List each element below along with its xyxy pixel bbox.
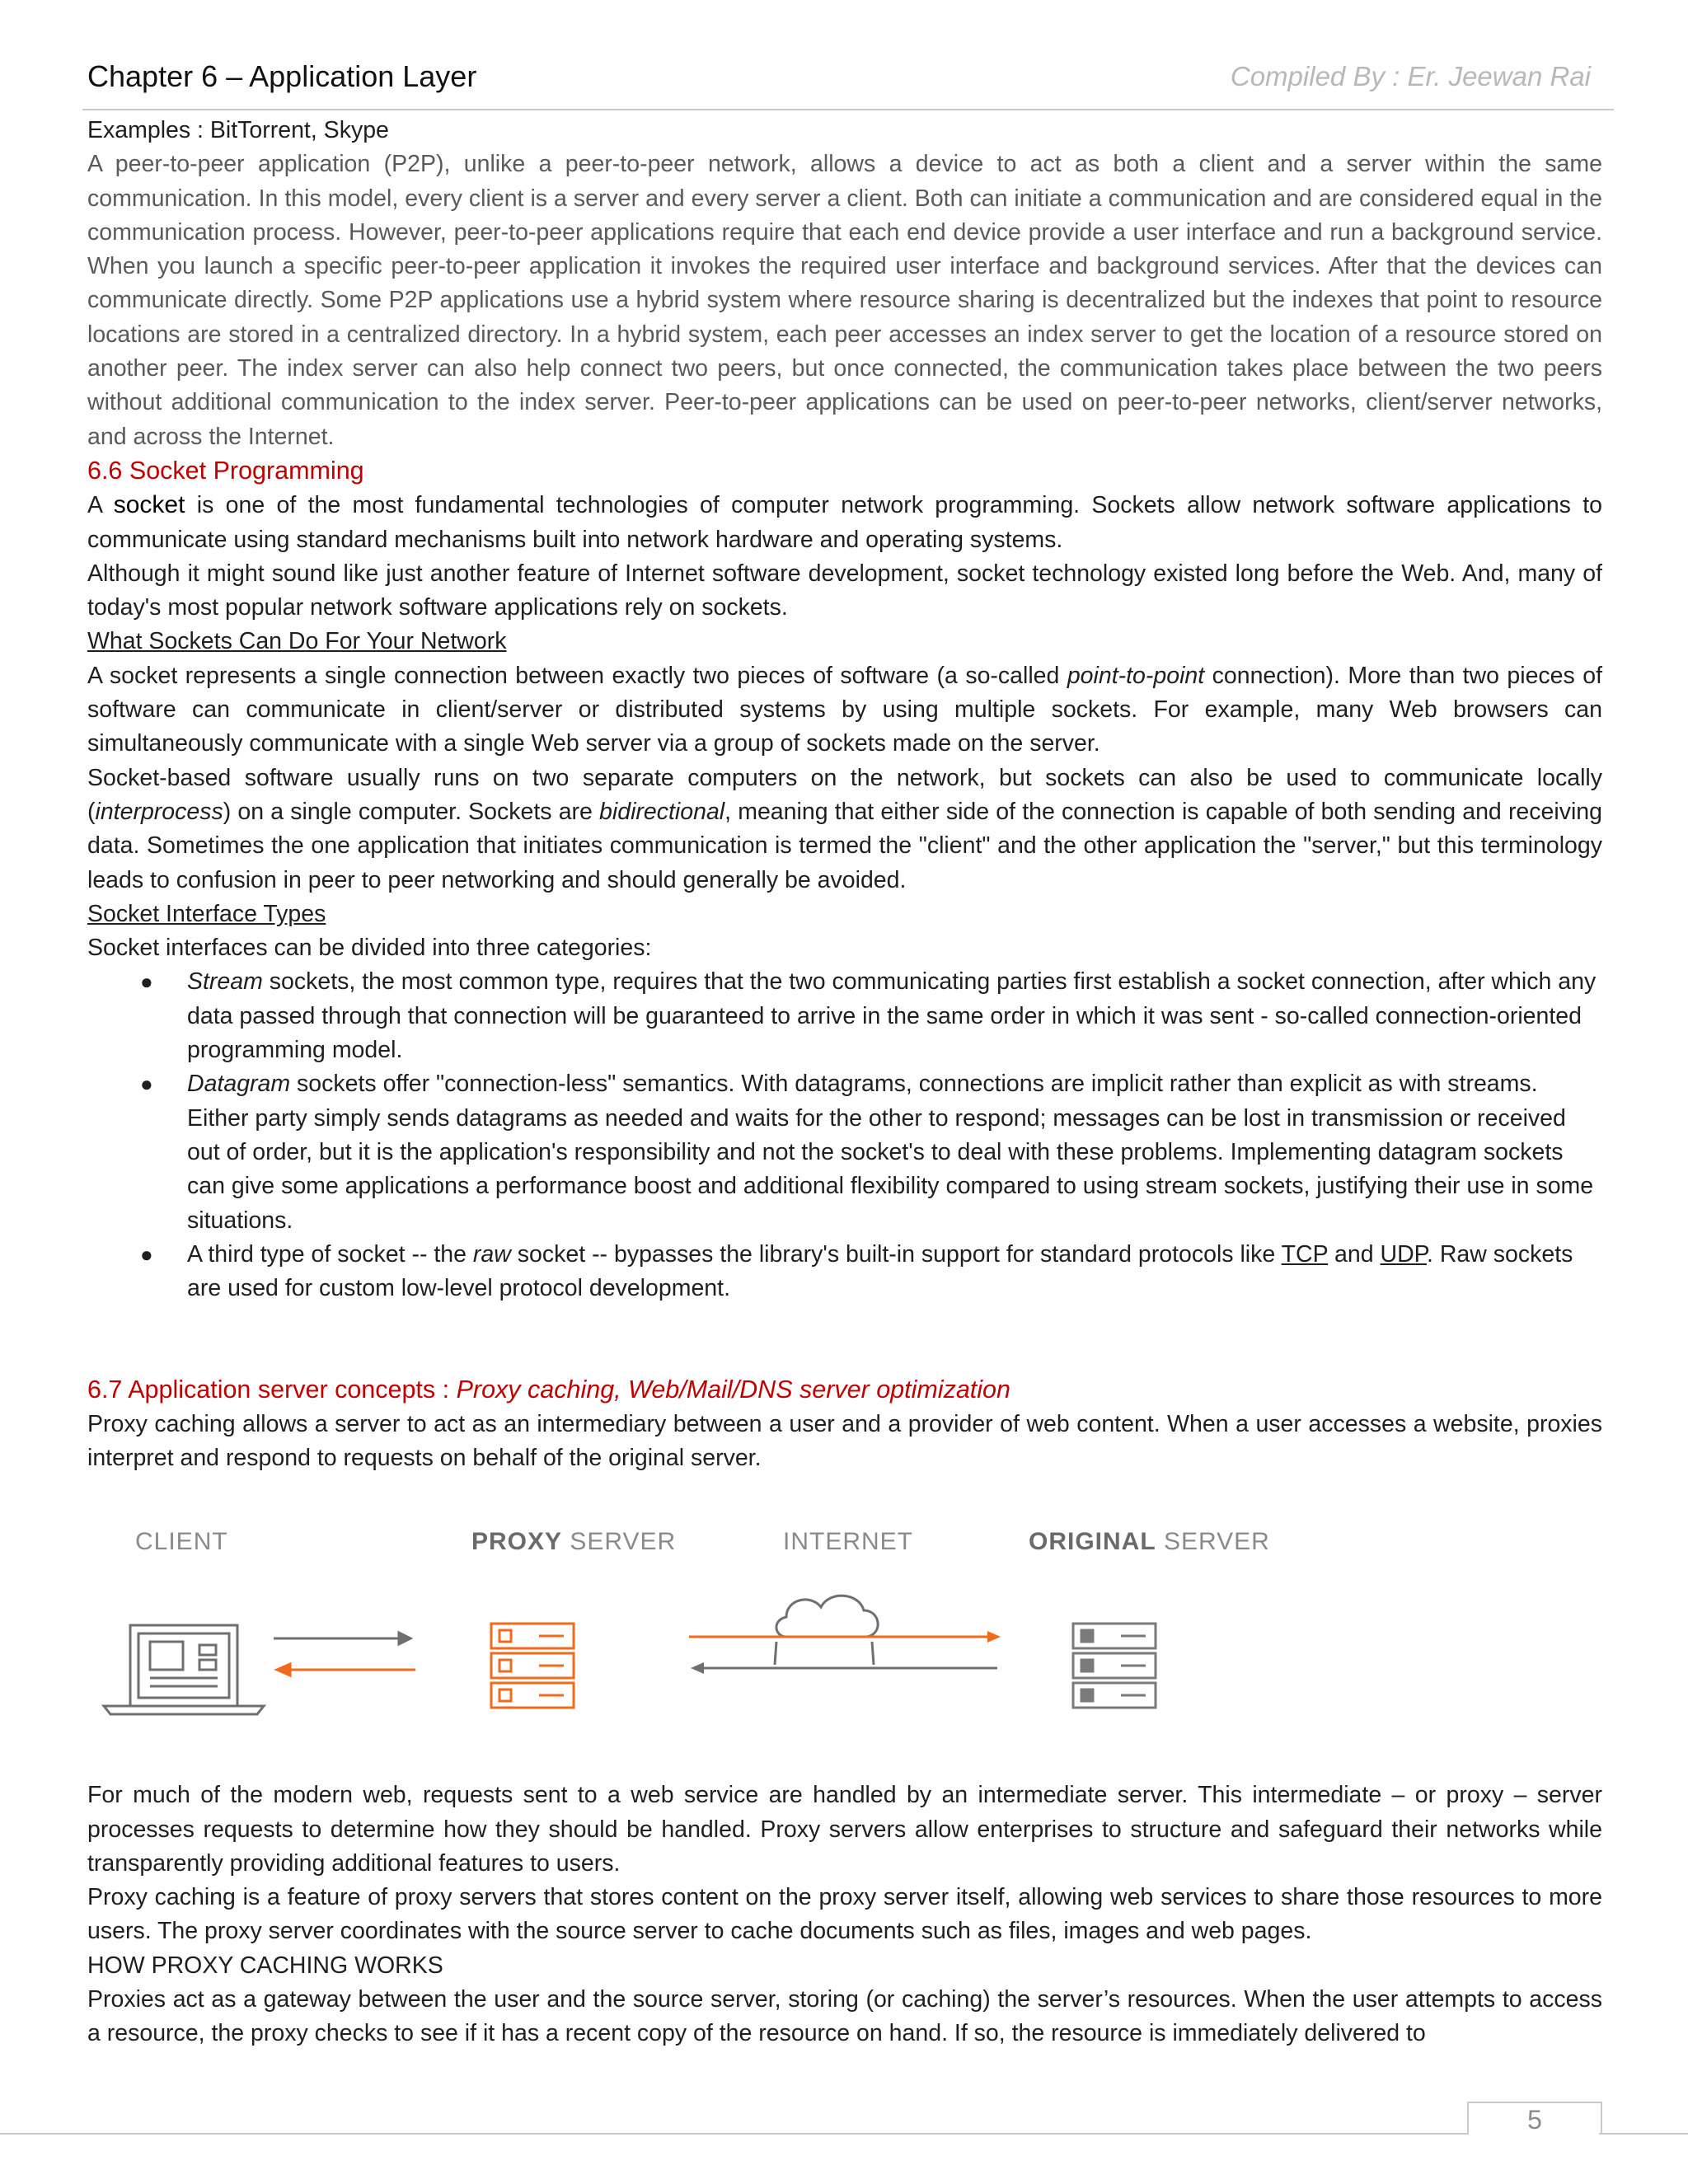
diagram-label-origin: ORIGINAL SERVER — [1029, 1528, 1270, 1556]
laptop-icon — [104, 1625, 264, 1714]
socket-types-list — [87, 965, 1602, 1305]
bullet-icon: ● — [140, 969, 153, 995]
bullet-icon: ● — [140, 1071, 153, 1097]
section-6-7-heading: 6.7 Application server concepts : Proxy caching, Web/Mail/DNS server optimization — [87, 1376, 1010, 1404]
proxy-gateway-paragraph: Proxies act as a gateway between the user and the source server, storing (or caching) the server’s resources. When the user attempts to access a resource, the proxy checks to see if it has a recent copy of the resource on hand. If so, the resource is immediately delivered to — [87, 1986, 1602, 2047]
subheading-what-sockets-do: What Sockets Can Do For Your Network — [87, 628, 507, 655]
point-to-point-paragraph: A socket represents a single connection between exactly two pieces of software (a so-called point-to-point connection). More than two pieces of software can communicate in client/server or distributed systems by using multiple sockets. For example, many Web browsers can simultaneously communicate with a single Web server via a group of sockets made on the server. — [87, 662, 1602, 757]
proxy-caching-feature-paragraph: Proxy caching is a feature of proxy servers that stores content on the proxy server itself, allowing web services to share those resources to more users. The proxy server coordinates with the source server to cache documents such as files, images and web pages. — [87, 1884, 1602, 1945]
client-proxy-arrows — [274, 1633, 415, 1675]
socket-term: socket — [113, 491, 185, 519]
diagram-label-proxy: PROXY SERVER — [471, 1528, 677, 1556]
bullet-icon: ● — [140, 1241, 153, 1267]
header-divider — [82, 109, 1614, 110]
socket-categories-intro: Socket interfaces can be divided into three categories: — [87, 935, 652, 962]
socket-definition-paragraph: A socket is one of the most fundamental technologies of computer network programming. Sockets allow network software applications to communicate using standard mechanisms built into network hardware and operating systems. — [87, 491, 1603, 553]
socket-history-paragraph: Although it might sound like just another feature of Internet software development, socket technology existed long before the Web. And, many of today's most popular network software applications rely on sockets. — [87, 560, 1602, 621]
author-credit: Compiled By : Er. Jeewan Rai — [1230, 61, 1591, 91]
p2p-paragraph: A peer-to-peer application (P2P), unlike a peer-to-peer network, allows a device to act as both a client and a server within the same communication. In this model, every client is a server and every server a client. Both can initiate a communication and are considered equal in the communication process. However, peer-to-peer applications require that each end device provide a user interface and run a background service. When you launch a specific peer-to-peer application it invokes the required user interface and background services. After that the devices can communicate directly. Some P2P applications use a hybrid system where resource sharing is decentralized but the indexes that point to resource locations are stored in a centralized directory. In a hybrid system, each peer accesses an index server to get the location of a resource stored on another peer. The index server can also help connect two peers, but once connected, the communication takes place between the two peers without additional communication to the index server. Peer-to-peer applications can be used on peer-to-peer networks, client/server networks, and across the Internet. — [87, 151, 1602, 450]
original-server-icon — [1073, 1624, 1156, 1708]
tcp-link[interactable]: TCP — [1281, 1240, 1329, 1268]
socket-based-software-paragraph: Socket-based software usually runs on two separate computers on the network, but sockets can also be used to communicate locally (interprocess) on a single computer. Sockets are bidirectional, meaning that either side of the connection is capable of both sending and receiving data. Sometimes the one application that initiates communication is termed the "client" and the other application the "server," but this terminology leads to confusion in peer to peer networking and should generally be avoided. — [87, 764, 1602, 893]
list-item-raw-sockets: ● A third type of socket -- the raw socket -- bypasses the library's built-in support for standard protocols like TCP and UDP. Raw sockets are used for custom low-level protocol development. — [87, 1238, 1602, 1306]
proxy-caching-intro: Proxy caching allows a server to act as an intermediary between a user and a provider of web content. When a user accesses a website, proxies interpret and respond to requests on behalf of the original server. — [87, 1410, 1602, 1471]
page-body — [87, 114, 1602, 2051]
intermediate-server-paragraph: For much of the modern web, requests sent to a web service are handled by an intermediate server. This intermediate – or proxy – server processes requests to determine how they should be handled. Proxy servers allow enterprises to structure and safeguard their networks while transparently providing additional features to users. — [87, 1782, 1602, 1877]
footer-divider — [0, 2133, 1467, 2135]
chapter-title: Chapter 6 – Application Layer — [87, 59, 477, 93]
proxy-server-icon — [491, 1624, 574, 1708]
list-item-datagram-sockets: ● Datagram sockets offer "connection-less" semantics. With datagrams, connections are implicit rather than explicit as with streams. Either party simply sends datagrams as needed and waits for the other to respond; messages can be lost in transmission or received out of order, but it is the application's responsibility and not the socket's to deal with these problems. Implementing datagram sockets can give some applications a performance boost and additional flexibility compared to using stream sockets, justifying their use in some situations. — [87, 1067, 1602, 1237]
internet-cloud-icon — [776, 1596, 878, 1637]
footer-divider-right — [1599, 2133, 1688, 2135]
proxy-internet-arrows — [689, 1631, 1001, 1674]
subheading-how-proxy-caching-works: HOW PROXY CACHING WORKS — [87, 1952, 443, 1979]
page-number: 5 — [1527, 2105, 1542, 2135]
diagram-label-internet: INTERNET — [783, 1528, 913, 1556]
subheading-socket-interface-types: Socket Interface Types — [87, 900, 326, 927]
list-item-stream-sockets: ● Stream sockets, the most common type, requires that the two communicating parties first establish a socket connection, after which any data passed through that connection will be guaranteed to arrive in the same order in which it was sent - so-called connection-oriented programming model. — [87, 965, 1602, 1067]
diagram-label-client: CLIENT — [135, 1528, 228, 1556]
section-6-6-heading: 6.6 Socket Programming — [87, 456, 364, 485]
examples-line: Examples : BitTorrent, Skype — [87, 117, 389, 143]
proxy-diagram-graphics — [87, 1508, 1602, 1744]
udp-link[interactable]: UDP — [1380, 1240, 1428, 1268]
proxy-diagram — [87, 1508, 1602, 1744]
